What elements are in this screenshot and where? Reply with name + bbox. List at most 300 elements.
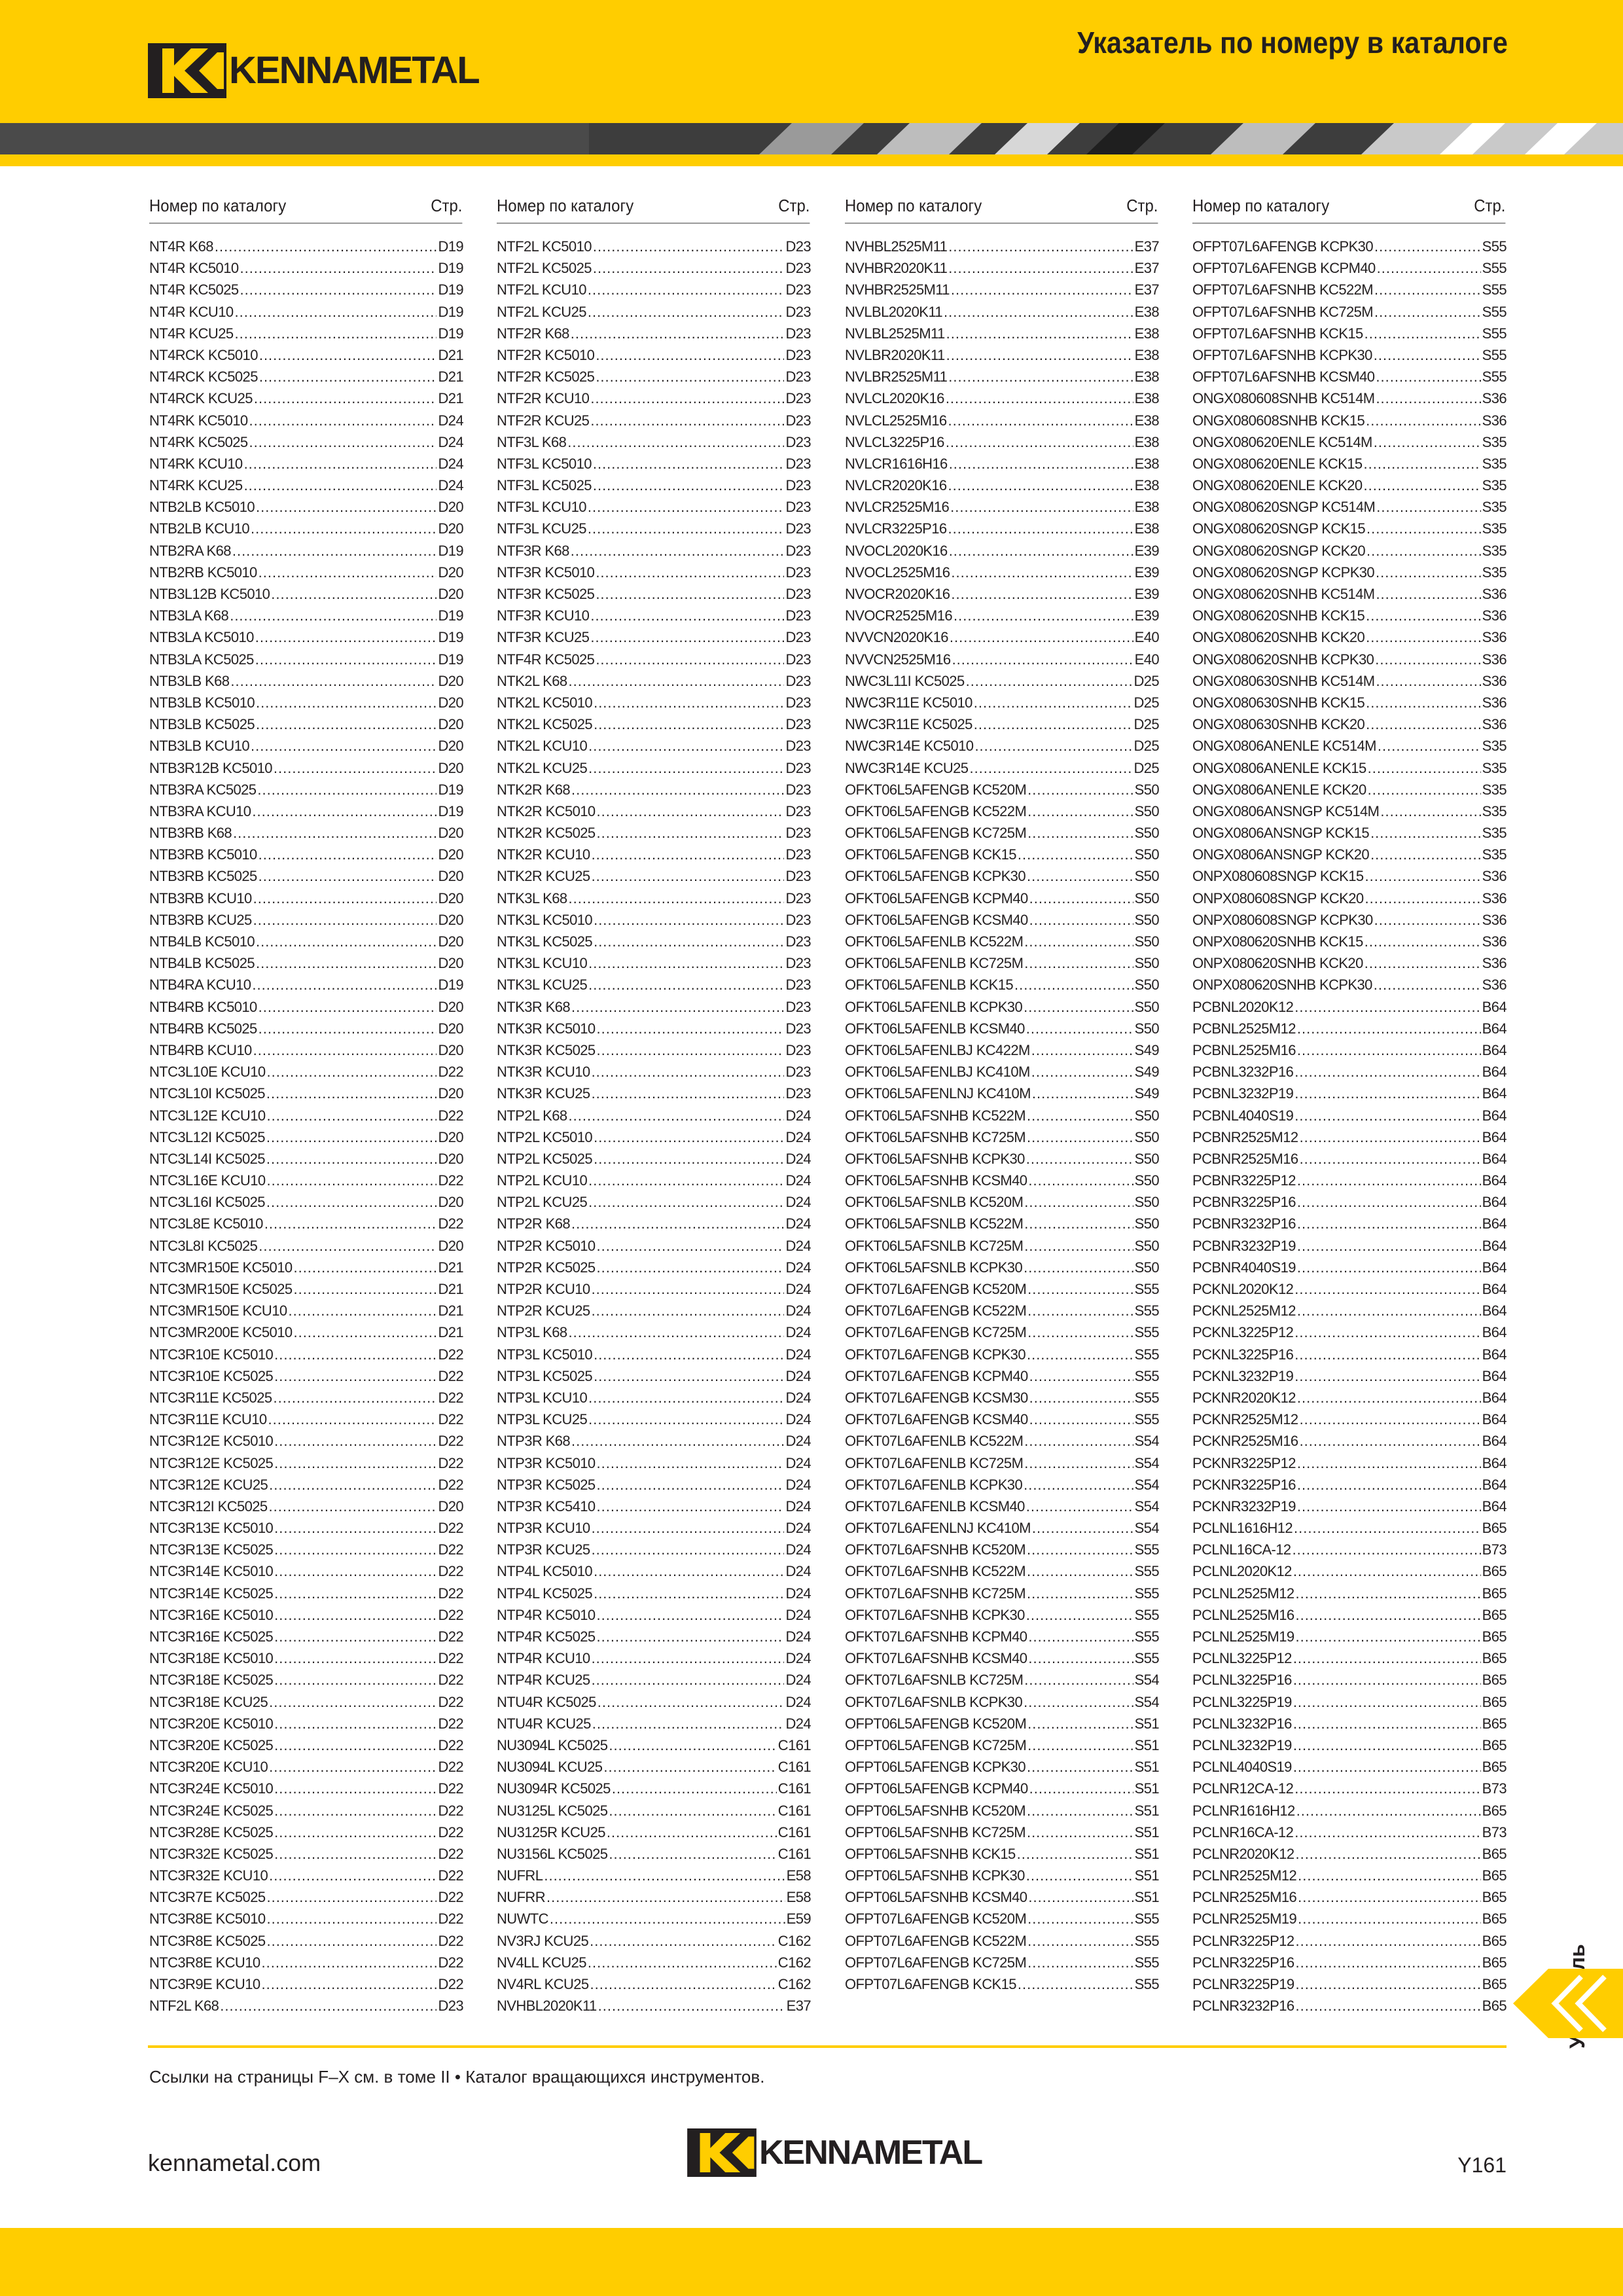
catalog-number: ONGX080620ENLE KC514M bbox=[1192, 433, 1372, 450]
page-reference: D24 bbox=[785, 1606, 811, 1623]
index-entry bbox=[149, 1843, 463, 1865]
page-reference: D21 bbox=[438, 390, 463, 407]
catalog-number: NWC3L11I KC5025 bbox=[845, 672, 965, 689]
page-reference: S35 bbox=[1482, 564, 1507, 581]
catalog-number: NU3156L KC5025 bbox=[497, 1845, 608, 1862]
page-reference: D22 bbox=[438, 1389, 463, 1406]
page-reference: D23 bbox=[785, 433, 811, 450]
column-header bbox=[845, 194, 1158, 224]
index-entry bbox=[149, 496, 463, 518]
index-entry bbox=[149, 1235, 463, 1257]
index-entry bbox=[845, 1669, 1159, 1691]
dot-leader bbox=[1298, 1865, 1481, 1886]
page-reference: D23 bbox=[785, 564, 811, 581]
page-reference: D20 bbox=[438, 694, 463, 711]
catalog-number: ONGX080620SNHB KC514M bbox=[1192, 586, 1375, 602]
index-entry bbox=[149, 410, 463, 431]
page-reference: S55 bbox=[1134, 1389, 1159, 1406]
catalog-number: NV4LL KCU25 bbox=[497, 1954, 586, 1971]
dot-leader bbox=[592, 1300, 785, 1321]
catalog-number: OFPT07L6AFSNHB KC725M bbox=[1192, 303, 1373, 320]
dot-leader bbox=[1364, 475, 1481, 496]
page-reference: D23 bbox=[785, 868, 811, 885]
index-entry bbox=[497, 1474, 811, 1496]
dot-leader bbox=[288, 1300, 437, 1321]
side-tab[interactable] bbox=[1513, 1969, 1623, 2041]
page-reference: S50 bbox=[1134, 998, 1159, 1015]
catalog-number: NTB3RB KCU25 bbox=[149, 911, 252, 928]
index-entry bbox=[149, 1713, 463, 1734]
dot-leader bbox=[1370, 844, 1481, 865]
dot-leader bbox=[1364, 453, 1481, 475]
dot-leader bbox=[266, 1908, 437, 1929]
catalog-number: PCBNL2525M16 bbox=[1192, 1041, 1296, 1058]
index-entry bbox=[149, 1474, 463, 1496]
page-reference: S36 bbox=[1482, 412, 1507, 429]
catalog-number: NTF3L KC5025 bbox=[497, 477, 592, 494]
index-entry bbox=[149, 1430, 463, 1452]
index-entry bbox=[497, 1517, 811, 1539]
catalog-number: ONGX080620ENLE KCK15 bbox=[1192, 455, 1363, 472]
index-entry bbox=[497, 1126, 811, 1148]
catalog-number: ONGX080620SNHB KCK20 bbox=[1192, 629, 1365, 646]
page-reference: D24 bbox=[785, 1215, 811, 1232]
page-reference: B65 bbox=[1482, 1910, 1507, 1928]
page-reference: B64 bbox=[1482, 998, 1507, 1015]
index-entry bbox=[149, 626, 463, 648]
page-reference: D25 bbox=[1133, 672, 1159, 689]
catalog-number: NVLCR2020K16 bbox=[845, 477, 947, 494]
catalog-number: NVOCL2020K16 bbox=[845, 542, 948, 559]
catalog-number: PCLNL2525M12 bbox=[1192, 1585, 1294, 1602]
page-reference: S36 bbox=[1482, 651, 1507, 668]
header-stripes bbox=[0, 123, 1623, 154]
index-entry bbox=[149, 996, 463, 1018]
dot-leader bbox=[274, 1800, 437, 1821]
dot-leader bbox=[609, 1734, 776, 1756]
dot-leader bbox=[596, 562, 784, 583]
catalog-number: PCBNR3232P19 bbox=[1192, 1237, 1296, 1254]
index-entry bbox=[149, 1778, 463, 1799]
catalog-number: NTC3R13E KC5025 bbox=[149, 1541, 274, 1558]
index-entry bbox=[845, 1257, 1159, 1278]
index-entry bbox=[497, 909, 811, 931]
page-reference: E58 bbox=[786, 1867, 811, 1884]
index-column-1 bbox=[149, 194, 463, 2017]
index-entry bbox=[497, 562, 811, 583]
catalog-number: PCKNR2525M16 bbox=[1192, 1433, 1298, 1450]
index-entry bbox=[845, 822, 1159, 844]
page-reference: D22 bbox=[438, 1107, 463, 1124]
dot-leader bbox=[597, 1039, 785, 1061]
dot-leader bbox=[588, 1387, 784, 1408]
catalog-number: NVVCN2525M16 bbox=[845, 651, 951, 668]
index-entry bbox=[1192, 366, 1507, 387]
page-reference: B65 bbox=[1482, 1693, 1507, 1710]
index-entry bbox=[149, 1930, 463, 1952]
page-reference: D23 bbox=[785, 303, 811, 320]
page-reference: S50 bbox=[1134, 1020, 1159, 1037]
catalog-number: NTC3R11E KCU10 bbox=[149, 1411, 267, 1428]
dot-leader bbox=[266, 1105, 437, 1126]
index-entry bbox=[1192, 1365, 1507, 1387]
catalog-number: OFKT06L5AFENGB KC725M bbox=[845, 825, 1027, 842]
catalog-number: NU3094L KC5025 bbox=[497, 1736, 608, 1753]
dot-leader bbox=[588, 1408, 784, 1430]
page-reference: D22 bbox=[438, 1411, 463, 1428]
dot-leader bbox=[592, 1647, 785, 1669]
catalog-number: NTB3R12B KC5010 bbox=[149, 759, 272, 776]
page-reference: B64 bbox=[1482, 1064, 1507, 1081]
dot-leader bbox=[266, 1148, 437, 1170]
index-entry bbox=[845, 1973, 1159, 1995]
index-entry bbox=[497, 1973, 811, 1995]
index-entry bbox=[845, 301, 1159, 323]
index-entry bbox=[497, 410, 811, 431]
page-reference: E39 bbox=[1134, 542, 1159, 559]
catalog-number: OFPT07L6AFENGB KC520M bbox=[845, 1910, 1027, 1928]
index-entry bbox=[149, 236, 463, 257]
catalog-number: OFKT06L5AFENLB KCSM40 bbox=[845, 1020, 1025, 1037]
dot-leader bbox=[1024, 1452, 1133, 1474]
page-reference: D19 bbox=[438, 325, 463, 342]
page-reference: D21 bbox=[438, 1281, 463, 1297]
catalog-number: OFKT07L6AFSNHB KCPK30 bbox=[845, 1606, 1025, 1623]
dot-leader bbox=[594, 931, 784, 952]
index-entry bbox=[1192, 583, 1507, 605]
dot-leader bbox=[1374, 301, 1481, 323]
dot-leader bbox=[1376, 670, 1480, 692]
index-entry bbox=[1192, 1973, 1507, 1995]
catalog-number: NT4RK KCU10 bbox=[149, 455, 243, 472]
index-entry bbox=[149, 1995, 463, 2017]
catalog-number: PCLNL16CA-12 bbox=[1192, 1541, 1291, 1558]
index-entry bbox=[497, 1583, 811, 1604]
page-reference: S50 bbox=[1134, 1237, 1159, 1254]
page-reference: D23 bbox=[785, 672, 811, 689]
catalog-number: PCKNL3225P16 bbox=[1192, 1346, 1294, 1363]
index-entry bbox=[149, 1018, 463, 1039]
catalog-number: NTF2L KCU25 bbox=[497, 303, 586, 320]
page-reference: S36 bbox=[1482, 716, 1507, 733]
column-header bbox=[497, 194, 810, 224]
page-reference: D24 bbox=[785, 1172, 811, 1189]
catalog-number: NTC3R28E KC5025 bbox=[149, 1823, 274, 1840]
page-reference: D24 bbox=[785, 1520, 811, 1537]
page-reference: S50 bbox=[1134, 1215, 1159, 1232]
dot-leader bbox=[274, 1539, 437, 1560]
page-reference: B64 bbox=[1482, 1020, 1507, 1037]
catalog-number: NT4RCK KC5025 bbox=[149, 368, 258, 386]
catalog-number: PCBNL2525M12 bbox=[1192, 1020, 1296, 1037]
dot-leader bbox=[594, 1344, 784, 1365]
dot-leader bbox=[1294, 1778, 1480, 1799]
index-entry bbox=[1192, 1387, 1507, 1408]
page-reference: S51 bbox=[1134, 1867, 1159, 1884]
page-reference: D23 bbox=[785, 499, 811, 516]
catalog-number: NWC3R11E KC5025 bbox=[845, 716, 972, 733]
page-reference: S35 bbox=[1482, 477, 1507, 494]
page-reference: S35 bbox=[1482, 802, 1507, 819]
index-rows bbox=[497, 236, 811, 2017]
catalog-number: NTB3RB KC5025 bbox=[149, 868, 257, 885]
page-reference: D21 bbox=[438, 1302, 463, 1319]
page-reference: B64 bbox=[1482, 1150, 1507, 1167]
column-header-number: Номер по каталогу bbox=[149, 196, 287, 215]
dot-leader bbox=[593, 257, 785, 279]
index-entry bbox=[149, 1734, 463, 1756]
catalog-number: NTB3LA K68 bbox=[149, 607, 229, 624]
dot-leader bbox=[266, 1886, 437, 1908]
catalog-number: NTP3L KC5025 bbox=[497, 1367, 593, 1384]
catalog-number: OFPT07L6AFSNHB KCSM40 bbox=[1192, 368, 1375, 386]
index-entry bbox=[497, 1344, 811, 1365]
catalog-number: PCLNL1616H12 bbox=[1192, 1520, 1293, 1537]
catalog-number: NTK3L K68 bbox=[497, 889, 567, 906]
catalog-number: ONGX080620ENLE KCK20 bbox=[1192, 477, 1363, 494]
index-entry bbox=[1192, 1496, 1507, 1517]
page-reference: D19 bbox=[438, 802, 463, 819]
page-reference: S50 bbox=[1134, 1259, 1159, 1276]
dot-leader bbox=[571, 779, 784, 800]
column-header-page: Стр. bbox=[1126, 196, 1158, 215]
dot-leader bbox=[1294, 1061, 1480, 1083]
index-entry bbox=[497, 1300, 811, 1321]
dot-leader bbox=[1366, 410, 1481, 431]
catalog-number: NTP2R KCU25 bbox=[497, 1302, 590, 1319]
page-reference: C162 bbox=[777, 1976, 811, 1992]
dot-leader bbox=[590, 626, 784, 648]
page-reference: D22 bbox=[438, 1563, 463, 1580]
column-header-number: Номер по каталогу bbox=[497, 196, 634, 215]
index-entry bbox=[149, 1604, 463, 1626]
index-entry bbox=[149, 431, 463, 453]
page-reference: S49 bbox=[1134, 1064, 1159, 1081]
dot-leader bbox=[1375, 649, 1480, 670]
dot-leader bbox=[597, 1626, 785, 1647]
index-entry bbox=[149, 735, 463, 757]
index-entry bbox=[497, 518, 811, 539]
catalog-number: ONPX080620SNHB KCK20 bbox=[1192, 955, 1363, 972]
catalog-number: NVHBL2525M11 bbox=[845, 238, 948, 255]
page-reference: S55 bbox=[1134, 1976, 1159, 1992]
page-reference: D22 bbox=[438, 1367, 463, 1384]
dot-leader bbox=[588, 757, 784, 779]
dot-leader bbox=[293, 1257, 437, 1278]
index-entry bbox=[1192, 1061, 1507, 1083]
page-reference: D22 bbox=[438, 1454, 463, 1471]
dot-leader bbox=[588, 496, 785, 518]
index-entry bbox=[497, 1756, 811, 1778]
catalog-number: NV3RJ KCU25 bbox=[497, 1932, 589, 1949]
index-entry bbox=[845, 626, 1159, 648]
dot-leader bbox=[1297, 1452, 1481, 1474]
index-entry bbox=[1192, 1105, 1507, 1126]
website-link[interactable]: kennametal.com bbox=[148, 2149, 321, 2176]
catalog-number: NTC3R8E KC5010 bbox=[149, 1910, 266, 1928]
page-reference: D22 bbox=[438, 1715, 463, 1732]
index-entry bbox=[149, 888, 463, 909]
page-reference: D21 bbox=[438, 1259, 463, 1276]
index-entry bbox=[149, 1300, 463, 1321]
catalog-number: PCBNR3225P16 bbox=[1192, 1194, 1296, 1211]
index-entry bbox=[1192, 1626, 1507, 1647]
index-entry bbox=[497, 583, 811, 605]
page-reference: S55 bbox=[1482, 368, 1507, 386]
header-underline bbox=[0, 154, 1623, 166]
page-reference: S55 bbox=[1134, 1346, 1159, 1363]
catalog-number: NTC3MR150E KC5010 bbox=[149, 1259, 293, 1276]
page-reference: D20 bbox=[438, 716, 463, 733]
catalog-number: OFPT06L5AFSNHB KCPK30 bbox=[845, 1867, 1025, 1884]
page-reference: S55 bbox=[1134, 1563, 1159, 1580]
page-reference: B64 bbox=[1482, 1041, 1507, 1058]
catalog-number: ONGX0806ANSNGP KC514M bbox=[1192, 802, 1380, 819]
column-header-number: Номер по каталогу bbox=[845, 196, 982, 215]
catalog-number: PCLNL4040S19 bbox=[1192, 1759, 1292, 1776]
page-reference: B65 bbox=[1482, 1867, 1507, 1884]
page-reference: D24 bbox=[438, 433, 463, 450]
index-entry bbox=[497, 257, 811, 279]
index-rows bbox=[845, 236, 1159, 1995]
dot-leader bbox=[590, 1930, 777, 1952]
dot-leader bbox=[1370, 822, 1481, 844]
index-entry bbox=[845, 692, 1159, 713]
dot-leader bbox=[215, 236, 437, 257]
index-entry bbox=[1192, 865, 1507, 887]
page-reference: C162 bbox=[777, 1954, 811, 1971]
dot-leader bbox=[293, 1321, 437, 1343]
index-entry bbox=[845, 1865, 1159, 1886]
page-reference: D23 bbox=[785, 998, 811, 1015]
dot-leader bbox=[1024, 931, 1133, 952]
index-entry bbox=[845, 496, 1159, 518]
index-entry bbox=[1192, 496, 1507, 518]
catalog-number: ONPX080608SNGP KCK15 bbox=[1192, 868, 1364, 885]
index-entry bbox=[149, 1452, 463, 1474]
page-reference: S55 bbox=[1134, 1650, 1159, 1667]
catalog-number: NVLBL2525M11 bbox=[845, 325, 945, 342]
index-entry bbox=[1192, 952, 1507, 974]
index-entry bbox=[845, 1278, 1159, 1300]
index-entry bbox=[497, 1083, 811, 1104]
page-reference: D23 bbox=[785, 977, 811, 994]
page-reference: D23 bbox=[785, 933, 811, 950]
page-reference: D24 bbox=[785, 1411, 811, 1428]
index-entry bbox=[845, 713, 1159, 735]
catalog-number: NTP2L KC5025 bbox=[497, 1150, 593, 1167]
page-reference: B65 bbox=[1482, 1998, 1507, 2015]
page-reference: D23 bbox=[785, 325, 811, 342]
catalog-number: OFPT06L5AFSNHB KC520M bbox=[845, 1802, 1026, 1819]
dot-leader bbox=[1026, 1865, 1133, 1886]
index-entry bbox=[149, 1257, 463, 1278]
page-reference: D19 bbox=[438, 651, 463, 668]
double-chevron-left-icon bbox=[1513, 1969, 1623, 2038]
catalog-number: PCBNL4040S19 bbox=[1192, 1107, 1294, 1124]
index-entry bbox=[149, 1973, 463, 1995]
dot-leader bbox=[1024, 1235, 1133, 1257]
catalog-number: ONGX080608SNHB KC514M bbox=[1192, 390, 1375, 407]
page-reference: D22 bbox=[438, 1215, 463, 1232]
index-entry bbox=[149, 540, 463, 562]
catalog-number: OFKT07L6AFENLB KCPK30 bbox=[845, 1476, 1023, 1493]
index-entry bbox=[845, 1517, 1159, 1539]
catalog-number: NTK3L KC5010 bbox=[497, 911, 593, 928]
page-reference: D23 bbox=[785, 802, 811, 819]
catalog-number: PCLNR3225P19 bbox=[1192, 1976, 1294, 1992]
catalog-number: NVLCL3225P16 bbox=[845, 433, 944, 450]
page-reference: D24 bbox=[785, 1433, 811, 1450]
dot-leader bbox=[569, 888, 785, 909]
index-entry bbox=[1192, 996, 1507, 1018]
index-entry bbox=[497, 1865, 811, 1886]
dot-leader bbox=[261, 1952, 437, 1973]
page-reference: S36 bbox=[1482, 694, 1507, 711]
page-reference: S55 bbox=[1134, 1541, 1159, 1558]
index-entry bbox=[845, 323, 1159, 344]
index-entry bbox=[1192, 1018, 1507, 1039]
catalog-number: OFKT07L6AFENLNJ KC410M bbox=[845, 1520, 1031, 1537]
index-entry bbox=[149, 1908, 463, 1929]
dot-leader bbox=[1374, 344, 1481, 366]
catalog-number: NTC3R14E KC5010 bbox=[149, 1563, 274, 1580]
dot-leader bbox=[1027, 822, 1133, 844]
catalog-number: NT4R KCU10 bbox=[149, 303, 234, 320]
page-reference: D24 bbox=[438, 477, 463, 494]
index-entry bbox=[845, 366, 1159, 387]
index-entry bbox=[1192, 518, 1507, 539]
dot-leader bbox=[1027, 1105, 1133, 1126]
index-entry bbox=[149, 453, 463, 475]
dot-leader bbox=[1029, 1387, 1133, 1408]
index-entry bbox=[149, 279, 463, 300]
dot-leader bbox=[1027, 1952, 1133, 1973]
page-reference: B64 bbox=[1482, 1172, 1507, 1189]
page-reference: S50 bbox=[1134, 868, 1159, 885]
dot-leader bbox=[1028, 1647, 1133, 1669]
catalog-number: NTC3R20E KC5010 bbox=[149, 1715, 274, 1732]
catalog-number: NTC3L12E KCU10 bbox=[149, 1107, 266, 1124]
page-reference: B64 bbox=[1482, 1085, 1507, 1102]
index-entry bbox=[497, 1496, 811, 1517]
page-reference: C161 bbox=[777, 1845, 811, 1862]
dot-leader bbox=[597, 1257, 785, 1278]
catalog-number: NTB2LB KCU10 bbox=[149, 520, 249, 537]
index-entry bbox=[1192, 1821, 1507, 1843]
catalog-number: NTB4LB KC5025 bbox=[149, 955, 255, 972]
catalog-number: ONGX080620SNGP KCPK30 bbox=[1192, 564, 1375, 581]
page-reference: D23 bbox=[785, 1064, 811, 1081]
catalog-number: NTF3L KC5010 bbox=[497, 455, 592, 472]
catalog-number: NTK2L KC5010 bbox=[497, 694, 593, 711]
index-entry bbox=[1192, 1191, 1507, 1213]
catalog-number: NTB4RB KC5010 bbox=[149, 998, 257, 1015]
page-reference: B65 bbox=[1482, 1715, 1507, 1732]
catalog-number: OFKT07L6AFSNHB KC725M bbox=[845, 1585, 1026, 1602]
dot-leader bbox=[220, 1995, 437, 2017]
page-reference: D22 bbox=[438, 1759, 463, 1776]
index-entry bbox=[497, 1039, 811, 1061]
page-reference: D22 bbox=[438, 1433, 463, 1450]
page-reference: D23 bbox=[785, 1041, 811, 1058]
catalog-number: NTB2RB KC5010 bbox=[149, 564, 257, 581]
footer-band bbox=[0, 2228, 1623, 2296]
index-entry bbox=[497, 1930, 811, 1952]
page-reference: C161 bbox=[777, 1823, 811, 1840]
catalog-number: OFKT07L6AFSNHB KCSM40 bbox=[845, 1650, 1027, 1667]
dot-leader bbox=[259, 844, 437, 865]
